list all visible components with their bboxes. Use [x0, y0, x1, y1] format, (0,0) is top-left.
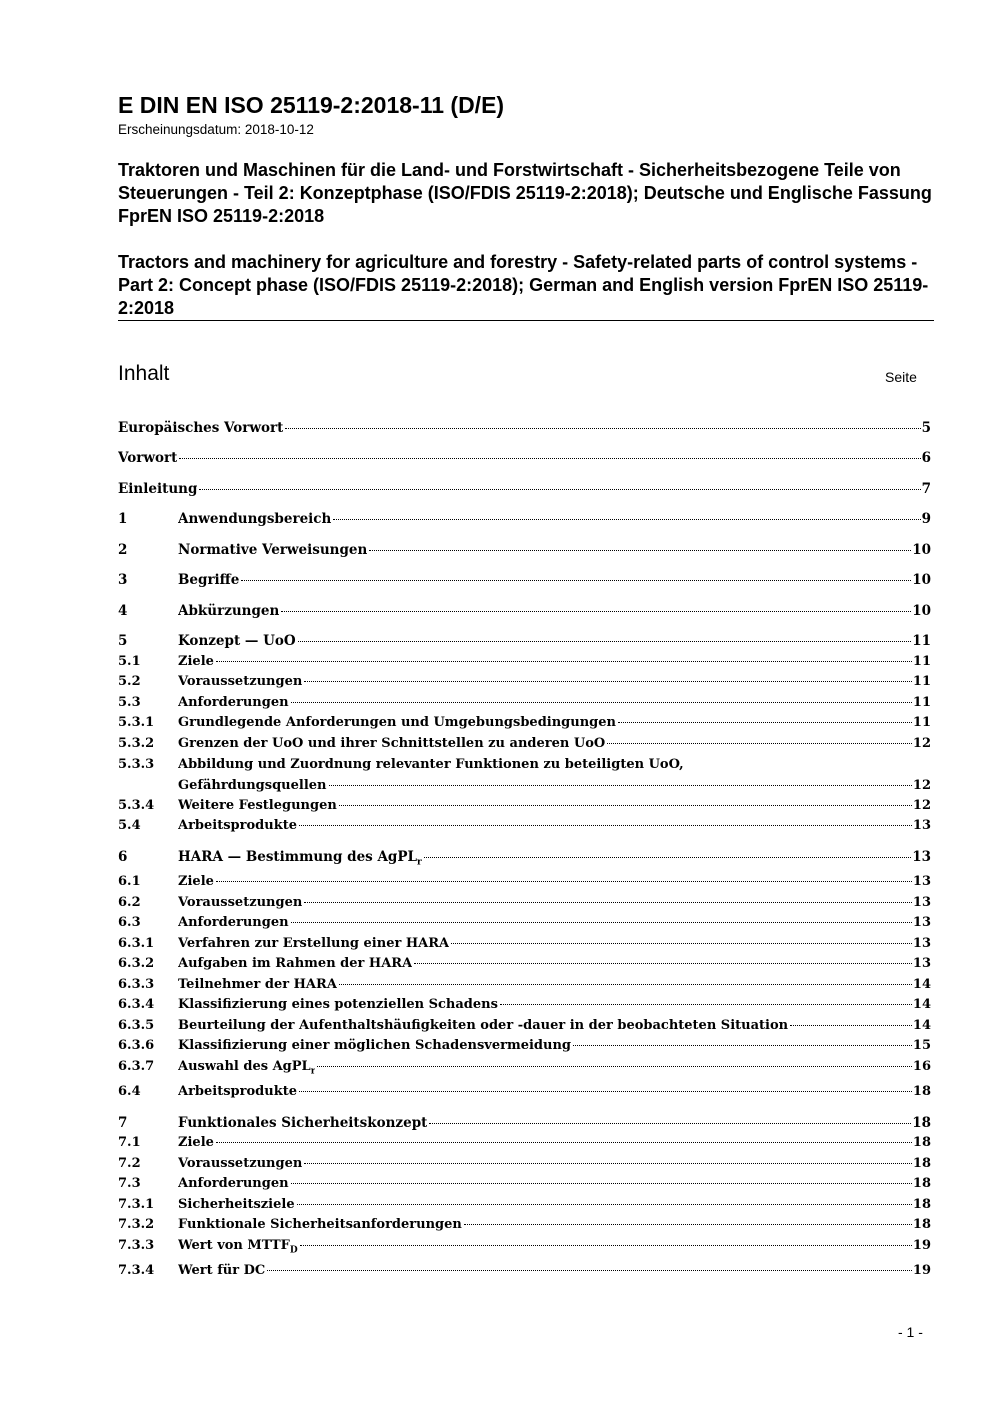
toc-entry-page: 11: [912, 715, 931, 730]
toc-entry-page: 13: [912, 818, 931, 833]
toc-leader-dots: [451, 943, 912, 944]
toc-leader-dots: [298, 641, 912, 642]
toc-leader-dots: [299, 825, 912, 826]
toc-entry[interactable]: [118, 1236, 931, 1256]
toc-entry-title-text: Ziele: [178, 1135, 214, 1150]
toc-entry-title-text: Wert von MTTF: [178, 1238, 290, 1253]
toc-entry-page: 13: [912, 915, 931, 930]
toc-leader-dots: [607, 743, 912, 744]
toc-entry-page: 10: [912, 603, 931, 619]
toc-entry-page: 5: [921, 420, 931, 436]
toc-entry-page: 9: [921, 511, 931, 527]
toc-entry-number: 5.3.4: [118, 798, 155, 813]
toc-entry-title-text: Funktionales Sicherheitskonzept: [178, 1115, 428, 1131]
toc-entry[interactable]: [118, 734, 931, 754]
toc-entry-page: 13: [912, 895, 931, 910]
toc-entry-title: [178, 509, 331, 529]
toc-entry-title: [178, 1195, 295, 1215]
toc-entry-title-text: Ziele: [178, 874, 214, 889]
toc-entry-number: 6.3.4: [118, 997, 155, 1012]
toc-entry-title: [178, 995, 498, 1015]
toc-leader-dots: [281, 611, 911, 612]
toc-leader-dots: [216, 661, 912, 662]
toc-entry-title-text: Klassifizierung einer möglichen Schadensvermeidung: [178, 1038, 571, 1053]
toc-entry-number: 5.4: [118, 818, 141, 833]
toc-entry-title-text: Konzept — UoO: [178, 633, 296, 649]
toc-leader-dots: [618, 722, 912, 723]
toc-entry-title-text: Grenzen der UoO und ihrer Schnittstellen zu anderen UoO: [178, 736, 606, 751]
toc-entry[interactable]: [118, 934, 931, 954]
toc-entry-title-text: Vorwort: [118, 450, 178, 466]
toc-entry-first-line[interactable]: [118, 755, 931, 775]
toc-entry[interactable]: [118, 652, 931, 672]
toc-entry-title: [178, 693, 289, 713]
toc-leader-dots: [304, 681, 912, 682]
toc-entry-number: 6.3: [118, 915, 141, 930]
toc-leader-dots: [216, 1142, 912, 1143]
toc-entry[interactable]: [118, 1154, 931, 1174]
toc-leader-dots: [291, 922, 912, 923]
toc-entry[interactable]: [118, 1016, 931, 1036]
toc-entry-page: 16: [912, 1059, 931, 1074]
toc-entry[interactable]: [118, 672, 931, 692]
toc-entry-title: [178, 954, 412, 974]
toc-entry-number: 7.1: [118, 1135, 141, 1150]
toc-entry[interactable]: [118, 479, 931, 499]
footer-page-number: - 1 -: [898, 1324, 923, 1340]
toc-entry-title-text: Voraussetzungen: [178, 895, 303, 910]
toc-entry-page: 14: [912, 1018, 931, 1033]
toc-entry-page: 18: [912, 1156, 931, 1171]
toc-leader-dots: [317, 1066, 911, 1067]
toc-entry[interactable]: [118, 954, 931, 974]
toc-entry-title-text: Sicherheitsziele: [178, 1197, 295, 1212]
toc-entry[interactable]: [118, 913, 931, 933]
toc-entry-page: 10: [912, 572, 931, 588]
toc-entry-title-text: Auswahl des AgPL: [178, 1059, 311, 1074]
toc-entry-number: 5.2: [118, 674, 141, 689]
toc-entry-title: [178, 672, 302, 692]
toc-entry-title-text: Gefährdungsquellen: [178, 777, 327, 793]
toc-entry-title: [178, 734, 605, 754]
toc-leader-dots: [500, 1004, 912, 1005]
toc-entry-title-text: Voraussetzungen: [178, 1156, 303, 1171]
toc-entry[interactable]: [118, 893, 931, 913]
toc-entry-title-text: Weitere Festlegungen: [178, 798, 337, 813]
toc-entry-number: 7: [118, 1115, 128, 1131]
toc-entry[interactable]: [118, 1082, 931, 1102]
title-german: Traktoren und Maschinen für die Land- und Forstwirtschaft - Sicherheitsbezogene Teile von Steuerungen - Teil 2: Konzeptphase (ISO/FDIS 25119-2:2018); Deutsche und Englische Fassung FprEN ISO 25119-2:2018: [118, 160, 932, 226]
toc-entry-page: 14: [912, 977, 931, 992]
toc-entry-subscript: D: [289, 1245, 298, 1256]
toc-leader-dots: [333, 519, 920, 520]
toc-entry[interactable]: [118, 1057, 931, 1077]
toc-entry-title: [118, 448, 177, 468]
toc-entry-number: 7.3.4: [118, 1263, 155, 1278]
toc-entry-page: 19: [912, 1263, 931, 1278]
toc-entry-title: [178, 1133, 214, 1153]
toc-entry-title-text: Beurteilung der Aufenthaltshäufigkeiten oder -dauer in der beobachteten Situation: [178, 1018, 789, 1033]
toc-leader-dots: [429, 1123, 911, 1124]
toc-leader-dots: [414, 963, 912, 964]
toc-entry-subscript: r: [417, 857, 422, 867]
toc-entry-page: 18: [912, 1084, 931, 1099]
toc-entry[interactable]: [118, 796, 931, 816]
title-divider: [118, 320, 934, 321]
toc-page-column-label: Seite: [885, 369, 917, 385]
toc-entry-title-text: Aufgaben im Rahmen der HARA: [178, 956, 413, 971]
toc-entry-number: 5.3.2: [118, 736, 155, 751]
toc-entry-page: 18: [912, 1197, 931, 1212]
toc-entry-number: 7.2: [118, 1156, 141, 1171]
toc-entry-title: [178, 1036, 571, 1056]
toc-entry-title: [178, 601, 279, 621]
toc-entry-title-text: Klassifizierung eines potenziellen Schadens: [178, 997, 498, 1012]
toc-entry[interactable]: [118, 995, 931, 1015]
toc-entry-title-text: Wert für DC: [178, 1263, 266, 1278]
toc-leader-dots: [297, 1204, 912, 1205]
toc-entry[interactable]: [118, 1261, 931, 1281]
toc-entry-title: [178, 893, 302, 913]
toc-entry-number: 5.3.3: [118, 757, 155, 772]
toc-entry[interactable]: [118, 601, 931, 621]
toc-entry-title-text: Anforderungen: [178, 915, 289, 930]
toc-entry-number: 6: [118, 849, 128, 865]
toc-leader-dots: [329, 785, 912, 786]
toc-entry-title: [178, 570, 239, 590]
toc-entry-number: 2: [118, 542, 128, 558]
toc-entry[interactable]: [118, 713, 931, 733]
toc-entry[interactable]: [118, 1036, 931, 1056]
toc-entry-page: 6: [921, 450, 931, 466]
toc-entry[interactable]: [118, 872, 931, 892]
toc-entry-number: 5.1: [118, 654, 141, 669]
toc-leader-dots: [299, 1091, 912, 1092]
toc-entry-title: [178, 934, 449, 954]
toc-entry-page: 11: [912, 654, 931, 669]
toc-entry-page: 11: [912, 674, 931, 689]
toc-entry-title-text: Abkürzungen: [178, 603, 280, 619]
toc-leader-dots: [241, 580, 911, 581]
toc-leader-dots: [339, 805, 912, 806]
toc-leader-dots: [216, 881, 912, 882]
toc-entry-page: 12: [912, 777, 931, 793]
toc-entry[interactable]: [118, 1215, 931, 1235]
toc-leader-dots: [369, 550, 911, 551]
toc-entry-number: 7.3.1: [118, 1197, 155, 1212]
toc-entry[interactable]: [118, 1133, 931, 1153]
toc-entry[interactable]: [118, 975, 931, 995]
toc-entry-title: [178, 1154, 302, 1174]
toc-entry-title: [178, 631, 296, 651]
toc-entry-number: 6.3.7: [118, 1059, 155, 1074]
toc-leader-dots: [199, 489, 920, 490]
toc-entry-number: 6.3.6: [118, 1038, 155, 1053]
toc-entry-number: 7.3: [118, 1176, 141, 1191]
toc-entry-title-text: Arbeitsprodukte: [178, 1084, 297, 1099]
toc-entry-number: 6.3.1: [118, 936, 155, 951]
toc-entry-title: [178, 975, 337, 995]
toc-entry-page: 11: [912, 633, 931, 649]
toc-entry-title-text: Einleitung: [118, 481, 198, 497]
toc-entry-title-text: Verfahren zur Erstellung einer HARA: [178, 936, 450, 951]
toc-entry-title: [178, 540, 367, 560]
toc-entry-number: 6.2: [118, 895, 141, 910]
toc-entry-title-text: Funktionale Sicherheitsanforderungen: [178, 1217, 462, 1232]
toc-entry-page: 13: [912, 936, 931, 951]
toc-leader-dots: [304, 1163, 912, 1164]
toc-leader-dots: [291, 702, 912, 703]
toc-entry-title-text: Arbeitsprodukte: [178, 818, 297, 833]
toc-entry-title: Abbildung und Zuordnung relevanter Funktionen zu beteiligten UoO,: [178, 757, 684, 772]
toc-entry-page: 13: [912, 874, 931, 889]
toc-entry-page: 18: [912, 1135, 931, 1150]
toc-entry-number: 6.1: [118, 874, 141, 889]
title-english: Tractors and machinery for agriculture and forestry - Safety-related parts of control systems - Part 2: Concept phase (ISO/FDIS 25119-2:2018); German and English version FprEN ISO 25119-2:2018: [118, 252, 929, 318]
toc-entry[interactable]: [118, 540, 931, 560]
toc-entry-page: 11: [912, 695, 931, 710]
toc-entry-page: 19: [912, 1238, 931, 1253]
toc-entry-title: [178, 1261, 265, 1281]
toc-entry[interactable]: [118, 1195, 931, 1215]
toc-leader-dots: [285, 428, 920, 429]
toc-entry-title-text: Ziele: [178, 654, 214, 669]
toc-leader-dots: [304, 902, 912, 903]
toc-entry-page: 7: [921, 481, 931, 497]
toc-entry-title: [178, 1215, 462, 1235]
toc-entry-title: [178, 796, 337, 816]
toc-entry-title: [178, 1057, 315, 1077]
toc-leader-dots: [424, 857, 911, 858]
toc-entry-title-text: Begriffe: [178, 572, 240, 588]
toc-entry-number: 6.4: [118, 1084, 141, 1099]
toc-entry-title-text: Anforderungen: [178, 1176, 289, 1191]
toc-entry-number: 3: [118, 572, 128, 588]
toc-entry-number: 6.3.2: [118, 956, 155, 971]
toc-entry-title: [178, 713, 616, 733]
toc-entry[interactable]: [118, 693, 931, 713]
toc-entry-title: [178, 1016, 788, 1036]
toc-entry[interactable]: [118, 776, 931, 796]
toc-entry-page: 18: [912, 1115, 931, 1131]
toc-entry-page: 13: [912, 956, 931, 971]
toc-entry[interactable]: [118, 1174, 931, 1194]
toc-entry-number: 5.3: [118, 695, 141, 710]
toc-entry-title-text: Grundlegende Anforderungen und Umgebungsbedingungen: [178, 715, 616, 730]
toc-entry-title-text: Teilnehmer der HARA: [178, 977, 337, 992]
document-id: E DIN EN ISO 25119-2:2018-11 (D/E): [118, 92, 505, 118]
toc-entry-title: [178, 1236, 298, 1256]
toc-entry-title-text: Voraussetzungen: [178, 674, 303, 689]
toc-entry-title-text: Europäisches Vorwort: [118, 420, 284, 436]
toc-entry-title: [118, 479, 197, 499]
toc-entry-number: 6.3.3: [118, 977, 155, 992]
toc-entry-page: 10: [912, 542, 931, 558]
toc-entry-title: [178, 776, 327, 796]
toc-entry-title: [178, 816, 297, 836]
toc-entry[interactable]: [118, 1113, 931, 1133]
toc-entry-page: 12: [912, 736, 931, 751]
toc-leader-dots: [573, 1045, 912, 1046]
toc-entry[interactable]: [118, 509, 931, 529]
toc-entry-title: [178, 1113, 427, 1133]
toc-leader-dots: [291, 1183, 912, 1184]
toc-leader-dots: [464, 1224, 912, 1225]
toc-entry-subscript: r: [310, 1066, 316, 1077]
toc-entry-number: 6.3.5: [118, 1018, 155, 1033]
toc-entry[interactable]: [118, 570, 931, 590]
toc-entry-page: 12: [912, 798, 931, 813]
toc-entry-title: [118, 418, 283, 438]
toc-leader-dots: [300, 1245, 912, 1246]
toc-entry-number: 7.3.2: [118, 1217, 155, 1232]
toc-entry[interactable]: [118, 448, 931, 468]
toc-entry-title: [178, 1174, 289, 1194]
toc-entry-page: 18: [912, 1217, 931, 1232]
toc-entry-page: 15: [912, 1038, 931, 1053]
toc-entry-number: 5.3.1: [118, 715, 155, 730]
toc-entry-page: 14: [912, 997, 931, 1012]
toc-leader-dots: [267, 1270, 912, 1271]
toc-entry[interactable]: [118, 816, 931, 836]
toc-entry-title: [178, 847, 422, 867]
toc-entry-title: [178, 872, 214, 892]
toc-entry-number: 7.3.3: [118, 1238, 155, 1253]
toc-entry[interactable]: [118, 847, 931, 867]
toc-entry-title: [178, 1082, 297, 1102]
toc-entry-title: [178, 913, 289, 933]
toc-entry-title-text: Normative Verweisungen: [178, 542, 368, 558]
toc-heading: Inhalt: [118, 362, 170, 385]
toc-leader-dots: [179, 458, 920, 459]
toc-entry-page: 13: [912, 849, 931, 865]
publication-date: Erscheinungsdatum: 2018-10-12: [118, 122, 314, 137]
toc-entry-title: [178, 652, 214, 672]
toc-entry[interactable]: [118, 418, 931, 438]
toc-entry-number: 5: [118, 633, 128, 649]
toc-entry-title-text: HARA — Bestimmung des AgPL: [178, 849, 418, 865]
toc-entry[interactable]: [118, 631, 931, 651]
toc-entry-title-text: Anwendungsbereich: [178, 511, 332, 527]
toc-entry-page: 18: [912, 1176, 931, 1191]
toc-entry-number: 1: [118, 511, 128, 527]
toc-leader-dots: [339, 984, 912, 985]
toc-leader-dots: [790, 1025, 912, 1026]
toc-entry-number: 4: [118, 603, 128, 619]
toc-entry-title-text: Anforderungen: [178, 695, 289, 710]
